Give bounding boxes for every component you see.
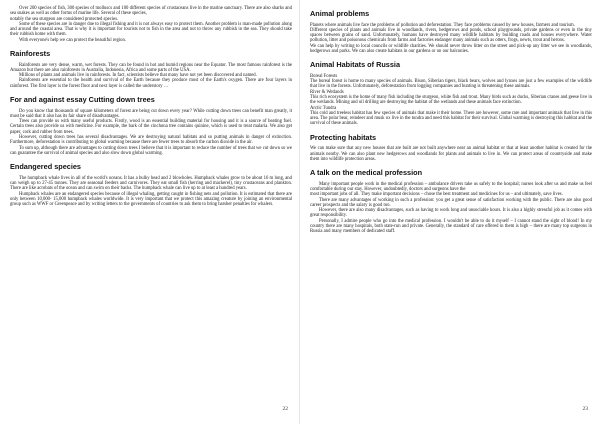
medical-paragraph: There are many advantages of working in such a profession: you get a great sense of satisfaction working with the public. There are also good career prospects and the salary is good too. bbox=[310, 197, 592, 208]
intro-paragraph: Some of these species are in danger due to illegal fishing and it is not always easy to protect them. Another problem is man-made pollution along and around the coastal area. That is why it is important for tourists not to fish in the area and not to throw any rubbish in the sea. They should take their rubbish home with them. bbox=[10, 21, 292, 38]
russia-paragraph: The boreal forest is home to many species of animals. Bison, Siberian tigers, black bears, wolves and lynxes are just a few examples of the wildlife that live in the forests. Unfortunately, deforestation from logging companies and hunting is threatening these animals. bbox=[310, 79, 592, 90]
endangered-paragraph: Humpback whales are an endangered species because of illegal whaling, getting caught in fishing nets and pollution. It is estimated that there are only between 10,000- 15,000 humpback whales worldwide. It is very important that we protect this amazing creature by joining an environmental group such as WWF or Greenpeace and by writing letters to the governments of countries to ask them to bring harsher penalties for whalers. bbox=[10, 191, 292, 208]
essay-paragraph: Trees can provide us with many useful products. Firstly, wood is an essential building material for housing and it is a source of heating fuel. Certain trees also provide us with medicine. For example, the bark of the cinchona tree contains quinine, which is used to treat malaria. We also get paper, cork and rubber from trees. bbox=[10, 119, 292, 135]
protecting-paragraph: We can make sure that any new houses that are built are not built anywhere near an animal habitat or that at least another habitat is created for the animals nearby. We can also plant new hedgerows and woodlands for plants and animals to live in. We can protect areas of countryside and make them into wildlife protection areas. bbox=[310, 146, 592, 162]
protecting-heading: Protecting habitats bbox=[310, 132, 377, 142]
medical-paragraph: most important jobs of all. They make important decisions – chose the best treatment and medicines for us – and ultimately, save lives. bbox=[310, 192, 563, 198]
medical-paragraph: However, there are also many disadvantages, such as having to work long and unsociable hours. It is also a highly stressful job as it comes with great responsibility. bbox=[310, 208, 592, 219]
intro-paragraph: Over 200 species of fish, 300 species of molluscs and 100 different species of crustaceans live in the marine sanctuary. There are also sharks and sea snakes as well as other forms of marine life. Several of these species, bbox=[10, 6, 292, 17]
animal-problems-paragraph: Different species of plants and animals live in woodlands, rivers, hedgerows and ponds, school playgrounds, private gardens or even in the tiny spaces between grains of sand. Unfortunately, humans have destroyed many wildlife habitats by building roads and houses everywhere. Water pollution, litter and poisonous chemicals from farms and factories endanger many animals such as otters, frogs, newts, trout and herons. bbox=[310, 27, 592, 44]
animal-problems-paragraph: Planets where animals live face the problems of pollution and deforestation. They face problems caused by new houses, farmers and tourism. bbox=[310, 22, 575, 28]
rainforests-paragraph: Rainforests are very dense, warm, wet forests. They can be found in hot and humid regions near the Equator. The most famous rainforest is the Amazon but there are also rainforests in Australia, Indonesia, Africa and some parts of the USA. bbox=[10, 62, 292, 73]
russia-heading: Animal Habitats of Russia bbox=[310, 60, 401, 70]
intro-paragraph: With everyone's help we can protect the beautiful region. bbox=[19, 37, 126, 43]
animal-problems-heading: Animal problems bbox=[310, 9, 370, 18]
essay-paragraph: However, cutting down trees has several disadvantages. We are destroying natural habitats and so putting animals in danger of extinction. Furthermore, deforestation is contributing to global warming because there are fewer trees to absorb the carbon dioxide in the air. bbox=[10, 135, 292, 146]
endangered-paragraph: The humpback whale lives in all of the world's oceans. It has a bulky head and 2 blowholes. Humpback whales grow to be about 16 m long, and can weigh up to 27-45 tonnes. They are seasonal feeders and carnivores. They eat small fish (herring and mackerel), tiny crustaceans and plankton. There are like acrobats of the ocean and can swim on their backs. The humpback whale can live up to at least a hundred years. bbox=[10, 175, 292, 192]
rainforests-heading: Rainforests bbox=[10, 49, 51, 59]
page-number-right: 23 bbox=[582, 406, 588, 412]
right-page bbox=[300, 0, 600, 424]
essay-paragraph: To sum up, although there are advantages to cutting down trees I believe that it is important to reduce the number of trees that we cut down so we can guarantee the survival of animal species and also slow down global warming. bbox=[10, 145, 292, 156]
intro-paragraph: notably the sea sturgeon are considered protected species. bbox=[10, 16, 119, 22]
russia-subheading: Arctic Tundra bbox=[310, 105, 337, 111]
russia-paragraph: This rich ecosystem is the home of many fish including the sturgeon, white fish and trout. Many birds such as ducks, Siberian cranes and geese live in the wetlands. Mining and oil drilling are destroying the habitat of the wetlands and these animals face extinction. bbox=[310, 94, 592, 106]
essay-heading: For and against essay Cutting down trees bbox=[10, 95, 155, 105]
endangered-heading: Endangered species bbox=[10, 162, 81, 172]
russia-subheading: River & Wetlands bbox=[310, 89, 344, 95]
animal-problems-paragraph: We can help by writing to local councils or wildlife charities. We should never throw litter on the street and pick-up any litter we see in woodlands, hedgerows and parks. We can also create habitats in our gardens or on our balconies. bbox=[310, 43, 592, 54]
medical-paragraph: Many important people work in the medical profession – ambulance drivers take us safely to the hospital; nurses look after us and make us feel comfortable during our stay. However, undoubtedly, doctors and surgeons have the bbox=[310, 181, 592, 192]
medical-paragraph: Personally, I admire people who go into the medical profession. I wouldn't be able to do it myself – I cannot stand the sight of blood! In my country there are many hospitals, both state-run and private. Generally, the standard of care offered in them is high – there are many top surgeons in Russia and many members of dedicated staff. bbox=[310, 218, 592, 235]
russia-paragraph: This cold and treeless habitat has few species of animals that make it their home. There are however, some rare and important animals that live in this area. The polar bear, reindeer and musk ox live in the tundra and need this habitat for their survival. Global warming is destroying this habitat and the survival of these animals. bbox=[310, 110, 592, 127]
essay-paragraph: Do you know that thousands of square kilometers of forest are being cut down every year? While cutting down trees can benefit man greatly, it must be said that it also has its fair share of disadvantages. bbox=[10, 108, 292, 119]
russia-subheading: Boreal Forests bbox=[310, 73, 338, 79]
rainforests-paragraph: Millions of plants and animals live in rainforests. In fact, scientists believe that many have not yet been discovered and named. bbox=[19, 73, 257, 79]
medical-heading: A talk on the medical profession bbox=[310, 168, 423, 178]
rainforests-paragraph: Rainforests are essential to the health and survival of the Earth because they produce most of the Earth's oxygen. There are four layers in rainforest. The first layer is the forest floor and next layer is called the understory … bbox=[10, 78, 292, 89]
page-number-left: 22 bbox=[282, 406, 288, 412]
